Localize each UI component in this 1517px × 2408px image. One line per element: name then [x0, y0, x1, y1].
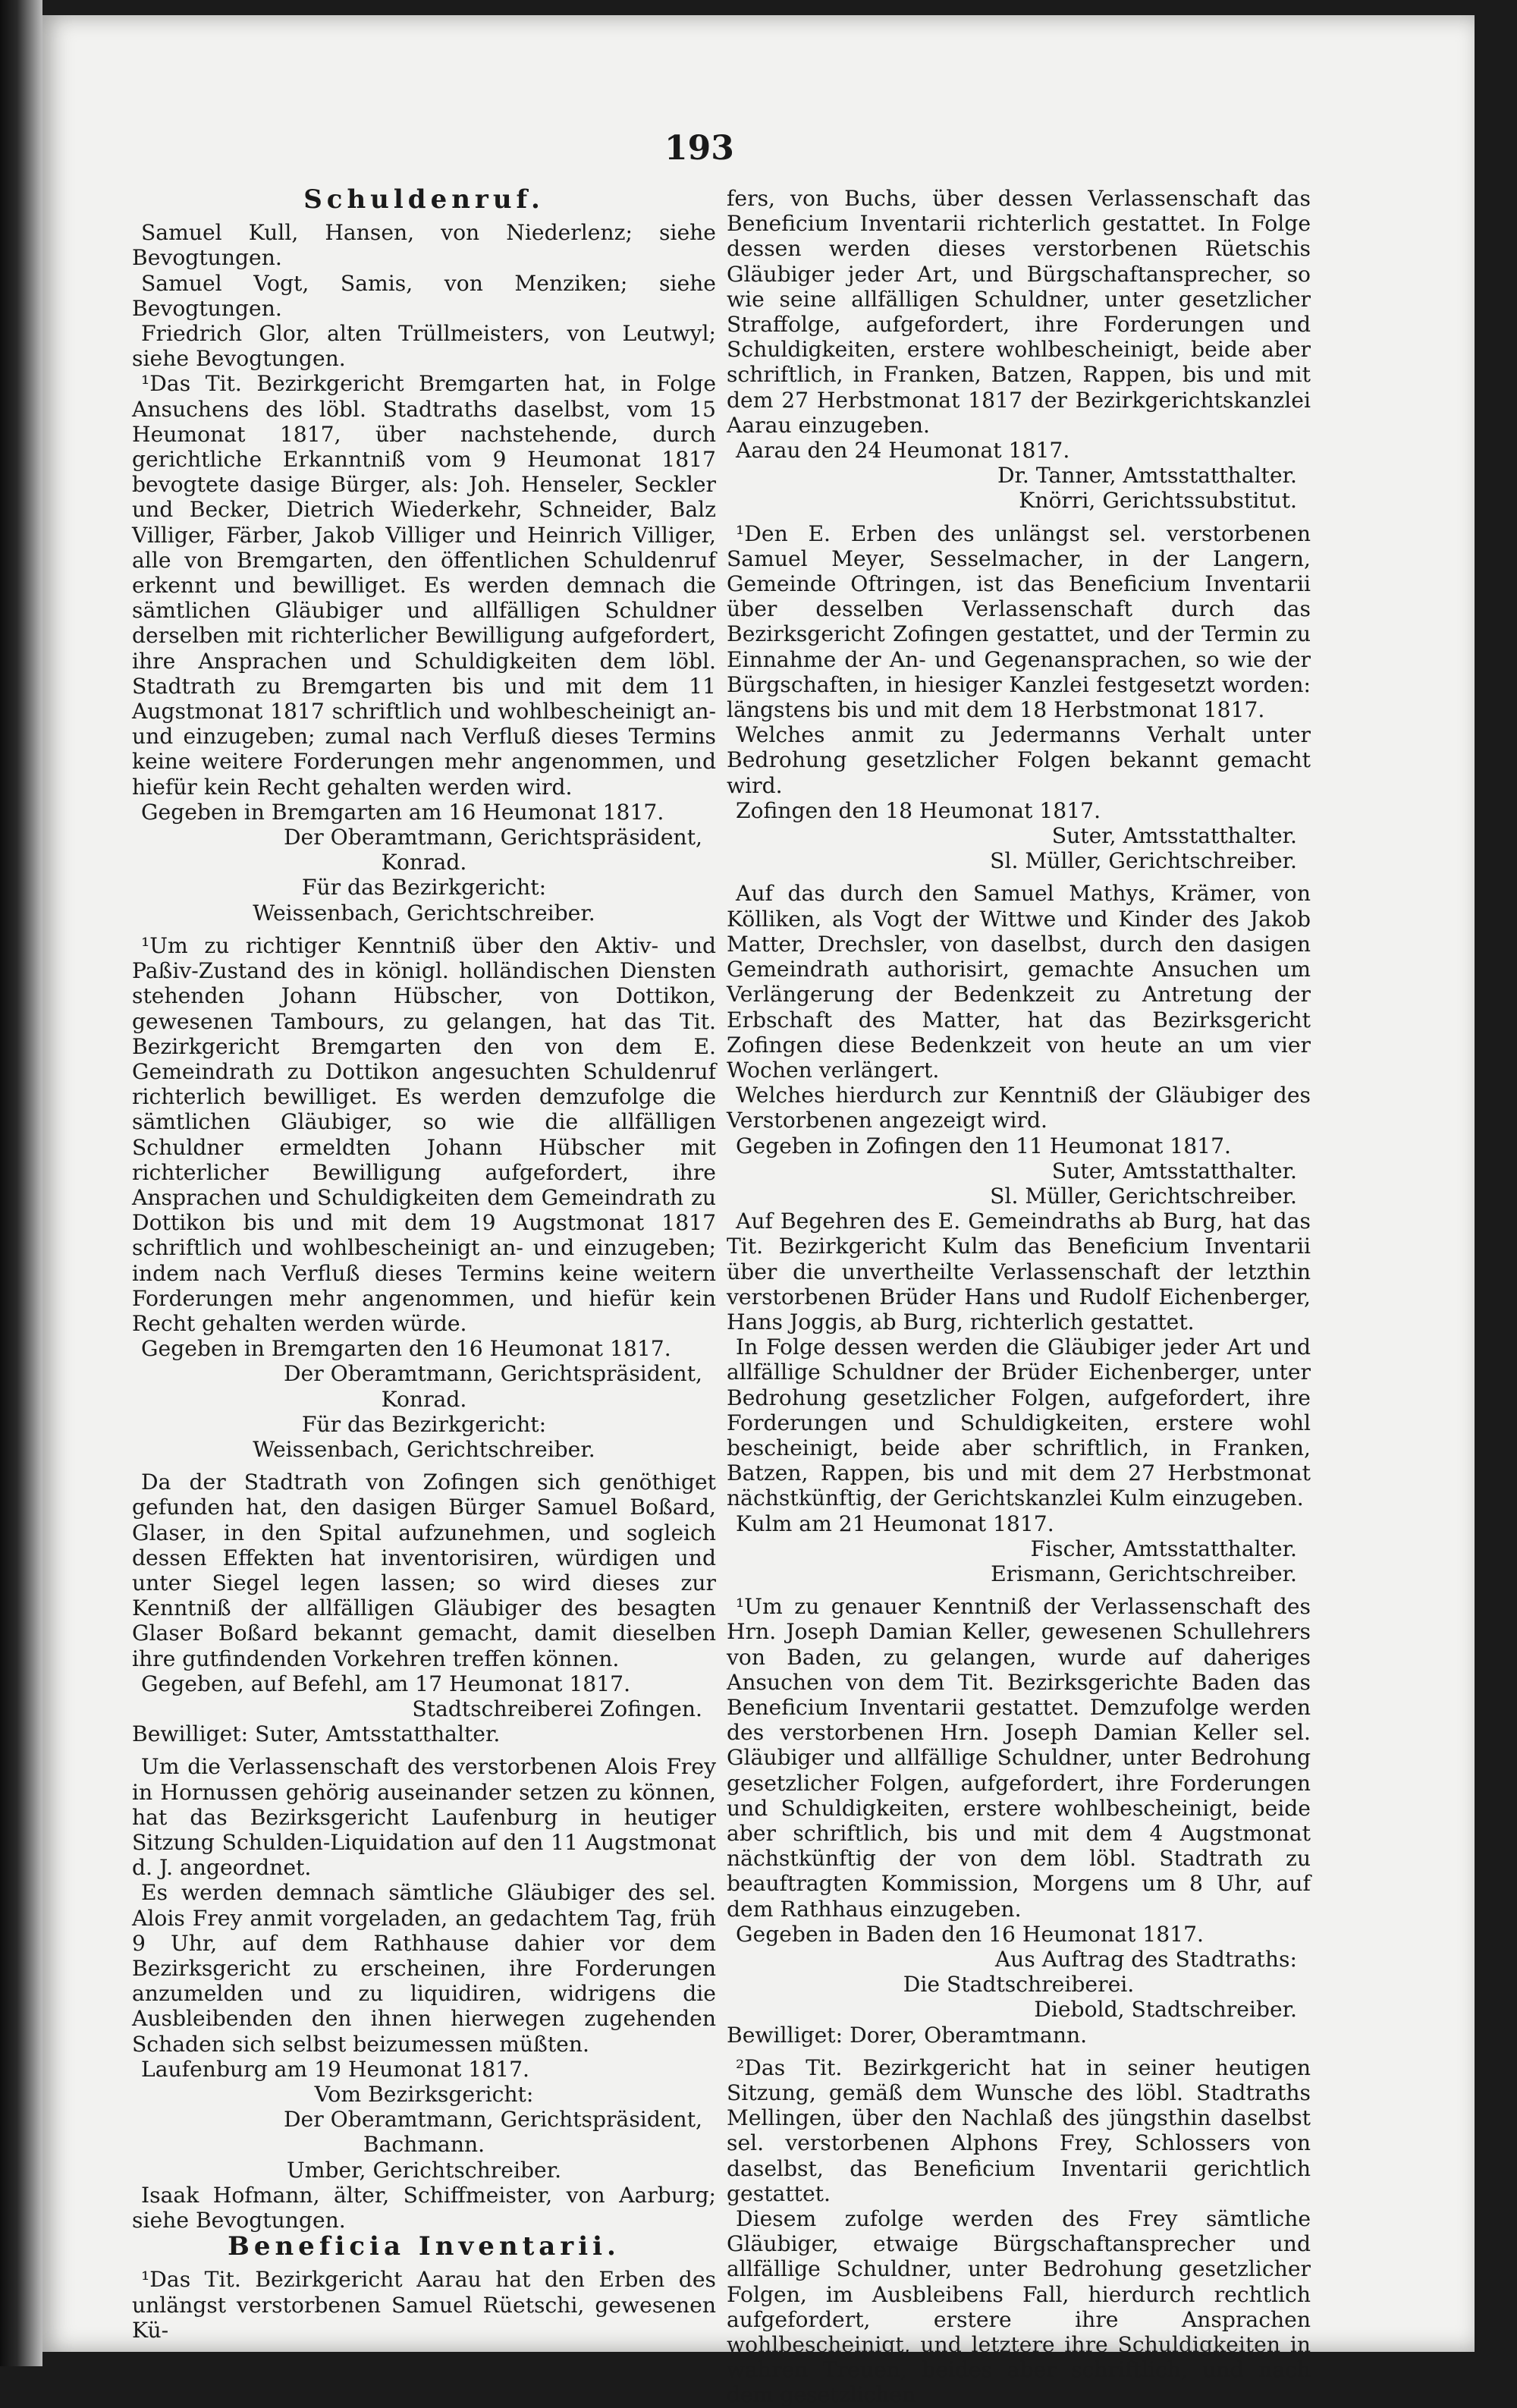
notice-signature: Konrad.: [381, 850, 467, 875]
notice-paragraph: ¹Das Tit. Bezirkgericht Bremgarten hat, in Folge Ansuchens des löbl. Stadtraths daselbst, vom 15 Heumonat 1817, über nachstehende, durch gerichtliche Erkanntniß vom 9 Heumonat 1817 bevogtete dasige Bürger, als: Joh. Henseler, Seckler und Becker, Dietrich Wiederkehr, Schneider, Balz Villiger, Färber, Jakob Villiger und Heinrich Villiger, alle von Bremgarten, den öffentlichen Schuldenruf erkennt und bewilliget. Es werden demnach die sämtlichen Gläubiger und allfälligen Schuldner derselben mit richterlicher Bewilligung aufgefordert, ihre Ansprachen und Schuldigkeiten dem löbl. Stadtrath zu Bremgarten bis und mit dem 11 Augstmonat 1817 schriftlich und wohlbescheinigt an- und einzugeben; zumal nach Verfluß dieses Termins keine weitere Forderungen mehr angenommen, und hiefür kein Recht gehalten werden wird.: [132, 371, 716, 800]
notice-signature: Vom Bezirksgericht:: [314, 2082, 534, 2108]
notice-paragraph: Isaak Hofmann, älter, Schiffmeister, von Aarburg; siehe Bevogtungen.: [132, 2182, 716, 2234]
notice-date: Gegeben in Baden den 16 Heumonat 1817.: [736, 1921, 1204, 1947]
notice-paragraph: ¹Um zu richtiger Kenntniß über den Aktiv- und Paßiv-Zustand des in königl. holländischen Diensten stehenden Johann Hübscher, von Dottikon, gewesenen Tambours, zu gelangen, hat das Tit. Bezirkgericht Bremgarten den von dem E. Gemeindrath zu Dottikon angesuchten Schuldenruf richterlich bewilliget. Es werden demzufolge die sämtlichen Gläubiger, so wie die allfälligen Schuldner ermeldten Johann Hübscher mit richterlicher Bewilligung aufgefordert, ihre Ansprachen und Schuldigkeiten dem Gemeindrath zu Dottikon bis und mit dem 19 Augstmonat 1817 schriftlich und wohlbescheinigt an- und einzugeben; indem nach Verfluß dieses Termins keine weitern Forderungen mehr angenommen, und hiefür kein Recht gehalten werden würde.: [132, 932, 716, 1336]
notice-paragraph: Samuel Vogt, Samis, von Menziken; siehe Bevogtungen.: [132, 270, 716, 321]
page-number: 193: [664, 129, 734, 168]
notice-signature: Weissenbach, Gerichtschreiber.: [253, 1436, 595, 1462]
notice-signature: Die Stadtschreiberei.: [903, 1972, 1135, 1998]
notice-signature: Für das Bezirkgericht:: [301, 875, 547, 901]
notice-paragraph: Friedrich Glor, alten Trüllmeisters, von Leutwyl; siehe Bevogtungen.: [132, 321, 716, 372]
notice-signature: Sl. Müller, Gerichtschreiber.: [990, 848, 1297, 874]
notice-paragraph: Um die Verlassenschaft des verstorbenen Alois Frey in Hornussen gehörig auseinander setzen zu können, hat das Bezirksgericht Laufenburg in heutiger Sitzung Schulden-Liquidation auf den 11 Augstmonat d. J. angeordnet.: [132, 1754, 716, 1881]
notice-paragraph: Auf das durch den Samuel Mathys, Krämer, von Kölliken, als Vogt der Wittwe und Kinder des Jakob Matter, Drechsler, von daselbst, durch den dasigen Gemeindrath authorisirt, gemachte Ansuchen um Verlängerung der Bedenkzeit zu Antretung der Erbschaft des Matter, hat das Bezirksgericht Zofingen diese Bedenkzeit von heute an um vier Wochen verlängert.: [727, 881, 1311, 1083]
book-spine: [0, 0, 42, 2366]
notice-approval: Bewilliget: Suter, Amtsstatthalter.: [132, 1721, 501, 1747]
notice-paragraph: Welches anmit zu Jedermanns Verhalt unter Bedrohung gesetzlicher Folgen bekannt gemacht wird.: [727, 722, 1311, 798]
notice-signature: Für das Bezirkgericht:: [301, 1411, 547, 1437]
notice-paragraph: fers, von Buchs, über dessen Verlassenschaft das Beneficium Inventarii richterlich gestattet. In Folge dessen werden dieses verstorbenen Rüetschis Gläubiger jeder Art, und Bürgschaftansprecher, so wie seine allfälligen Schuldner, unter gesetzlicher Straffolge, aufgefordert, ihre Forderungen und Schuldigkeiten, erstere wohlbescheinigt, beide aber schriftlich, in Franken, Batzen, Rappen, bis und mit dem 27 Herbstmonat 1817 der Bezirkgerichtskanzlei Aarau einzugeben.: [727, 186, 1311, 438]
left-column: [132, 186, 716, 2343]
section-heading-beneficia: Beneficia Inventarii.: [228, 2231, 620, 2262]
notice-signature: Dr. Tanner, Amtsstatthalter.: [997, 463, 1297, 489]
notice-date: Gegeben, auf Befehl, am 17 Heumonat 1817.: [141, 1671, 631, 1696]
notice-paragraph: ¹Um zu genauer Kenntniß der Verlassenschaft des Hrn. Joseph Damian Keller, gewesenen Schullehrers von Baden, zu gelangen, wurde auf daheriges Ansuchen von dem Tit. Bezirksgerichte Baden das Beneficium Inventarii gestattet. Demzufolge werden des verstorbenen Hrn. Joseph Damian Keller sel. Gläubiger und allfällige Schuldner, unter Bedrohung gesetzlicher Folgen, aufgefordert, ihre Forderungen und Schuldigkeiten, erstere wohlbescheinigt, beide aber schriftlich, bis und mit dem 4 Augstmonat nächstkünftig der von dem löbl. Stadtrath zu beauftragten Kommission, Morgens um 8 Uhr, auf dem Rathhaus einzugeben.: [727, 1594, 1311, 1922]
notice-date: Gegeben in Bremgarten am 16 Heumonat 1817.: [141, 799, 664, 825]
notice-date: Gegeben in Zofingen den 11 Heumonat 1817.: [736, 1133, 1231, 1158]
notice-signature: Stadtschreiberei Zofingen.: [412, 1696, 702, 1721]
notice-paragraph: Da der Stadtrath von Zofingen sich genöthiget gefunden hat, den dasigen Bürger Samuel Boßard, Glaser, in den Spital aufzunehmen, und sogleich dessen Effekten hat inventorisiren, würdigen und unter Siegel legen lassen; so wird dieses zur Kenntniß der allfälligen Gläubiger des besagten Glaser Boßard bekannt gemacht, damit dieselben ihre gutfindenden Vorkehren treffen können.: [132, 1470, 716, 1671]
notice-date: Kulm am 21 Heumonat 1817.: [736, 1511, 1054, 1536]
notice-paragraph: Welches hierdurch zur Kenntniß der Gläubiger des Verstorbenen angezeigt wird.: [727, 1083, 1311, 1133]
notice-date: Aarau den 24 Heumonat 1817.: [736, 438, 1070, 464]
notice-signature: Fischer, Amtsstatthalter.: [1030, 1536, 1297, 1561]
notice-date: Gegeben in Bremgarten den 16 Heumonat 1817.: [141, 1336, 671, 1362]
notice-signature: Konrad.: [381, 1386, 467, 1412]
notice-signature: Bachmann.: [363, 2132, 485, 2158]
notice-signature: Sl. Müller, Gerichtschreiber.: [990, 1183, 1297, 1209]
notice-signature: Der Oberamtmann, Gerichtspräsident,: [283, 1361, 702, 1387]
notice-paragraph: Es werden demnach sämtliche Gläubiger des sel. Alois Frey anmit vorgeladen, an gedachtem Tag, früh 9 Uhr, auf dem Rathhause dahier vor dem Bezirksgericht zu erscheinen, ihre Forderungen anzumelden und zu liquidiren, widrigens die Ausbleibenden den ihnen hierwegen zugehenden Schaden sich selbst beizumessen müßten.: [132, 1880, 716, 2057]
notice-signature: Aus Auftrag des Stadtraths:: [994, 1947, 1297, 1973]
notice-paragraph: ¹Das Tit. Bezirkgericht Aarau hat den Erben des unlängst verstorbenen Samuel Rüetschi, gewesenen Kü-: [132, 2267, 716, 2343]
notice-paragraph: Samuel Kull, Hansen, von Niederlenz; siehe Bevogtungen.: [132, 220, 716, 271]
section-heading-schuldenruf: Schuldenruf.: [303, 184, 545, 215]
notice-signature: Der Oberamtmann, Gerichtspräsident,: [283, 2107, 702, 2133]
notice-paragraph: Diesem zufolge werden des Frey sämtliche Gläubiger, etwaige Bürgschaftansprecher und allfällige Schuldner, unter Bedrohung gesetzlicher Folgen, im Ausbleibens Fall, hierdurch rechtlich aufgefordert, erstere ihre Ansprachen wohlbescheinigt, und letztere ihre Schuldigkeiten in wahren Treuen, beides aber schriftlich, und nach dem gesetzlichen: [727, 2206, 1311, 2408]
notice-signature: Der Oberamtmann, Gerichtspräsident,: [283, 825, 702, 850]
notice-paragraph: Auf Begehren des E. Gemeindraths ab Burg, hat das Tit. Bezirkgericht Kulm das Beneficium Inventarii über die unvertheilte Verlassenschaft der letzthin verstorbenen Brüder Hans und Rudolf Eichenberger, Hans Joggis, ab Burg, richterlich gestattet.: [727, 1209, 1311, 1334]
notice-approval: Bewilliget: Dorer, Oberamtmann.: [727, 2022, 1088, 2048]
notice-signature: Umber, Gerichtschreiber.: [286, 2157, 562, 2183]
notice-paragraph: In Folge dessen werden die Gläubiger jeder Art und allfällige Schuldner der Brüder Eichenberger, unter Bedrohung gesetzlicher Folgen, aufgefordert, ihre Forderungen und Schuldigkeiten, erstere wohl bescheinigt, beide aber schriftlich, in Franken, Batzen, Rappen, bis und mit dem 27 Herbstmonat nächstkünftig, der Gerichtskanzlei Kulm einzugeben.: [727, 1334, 1311, 1511]
notice-signature: Weissenbach, Gerichtschreiber.: [253, 900, 595, 926]
document-page: [42, 15, 1475, 2408]
right-column: [727, 186, 1311, 2408]
notice-signature: Knörri, Gerichtssubstitut.: [1019, 488, 1297, 514]
notice-date: Laufenburg am 19 Heumonat 1817.: [141, 2056, 529, 2082]
notice-signature: Suter, Amtsstatthalter.: [1051, 1158, 1297, 1184]
notice-signature: Suter, Amtsstatthalter.: [1051, 823, 1297, 849]
notice-paragraph: ¹Den E. Erben des unlängst sel. verstorbenen Samuel Meyer, Sesselmacher, in der Langern, Gemeinde Oftringen, ist das Beneficium Inventarii über desselben Verlassenschaft durch das Bezirksgericht Zofingen gestattet, und der Termin zu Einnahme der An- und Gegenansprachen, so wie der Bürgschaften, in hiesiger Kanzlei festgesetzt worden: längstens bis und mit dem 18 Herbstmonat 1817.: [727, 520, 1311, 723]
notice-signature: Erismann, Gerichtschreiber.: [991, 1561, 1297, 1586]
notice-date: Zofingen den 18 Heumonat 1817.: [736, 797, 1101, 823]
notice-signature: Diebold, Stadtschreiber.: [1034, 1997, 1297, 2023]
notice-paragraph: ²Das Tit. Bezirkgericht hat in seiner heutigen Sitzung, gemäß dem Wunsche des löbl. Stadtraths Mellingen, über den Nachlaß des jüngsthin daselbst sel. verstorbenen Alphons Frey, Schlossers von daselbst, das Beneficium Inventarii gerichtlich gestattet.: [727, 2054, 1311, 2206]
